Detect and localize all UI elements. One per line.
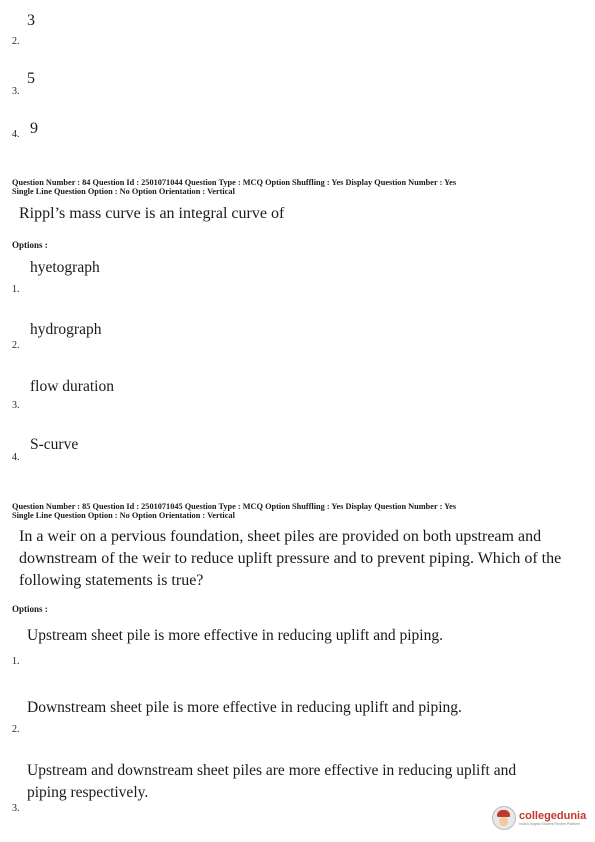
option-number: 3.	[12, 400, 20, 411]
option-number: 3.	[12, 86, 20, 97]
option-number: 3.	[12, 803, 20, 814]
option-value: 9	[30, 120, 38, 137]
collegedunia-logo	[492, 806, 586, 830]
question-stem: Rippl’s mass curve is an integral curve of	[19, 205, 285, 222]
option-text: flow duration	[30, 378, 114, 395]
option-number: 2.	[12, 724, 20, 735]
question-meta: Question Number : 85 Question Id : 2501071045 Question Type : MCQ Option Shuffling : Yes Display Question Number : Yes Single Line Question Option : No Option Orientation : Vertical	[12, 502, 457, 520]
logo-tagline: India's largest Student Review Platform	[519, 821, 580, 826]
option-text: hyetograph	[30, 259, 100, 276]
mascot-icon	[492, 806, 516, 830]
option-number: 4.	[12, 129, 20, 140]
options-label: Options :	[12, 240, 48, 250]
option-number: 1.	[12, 656, 20, 667]
option-text: Upstream and downstream sheet piles are more effective in reducing uplift and piping respectively.	[27, 762, 517, 801]
option-number: 4.	[12, 452, 20, 463]
option-text: hydrograph	[30, 321, 102, 338]
option-number: 2.	[12, 36, 20, 47]
options-label: Options :	[12, 604, 48, 614]
option-text: S-curve	[30, 436, 79, 453]
question-meta: Question Number : 84 Question Id : 2501071044 Question Type : MCQ Option Shuffling : Yes Display Question Number : Yes Single Line Question Option : No Option Orientation : Vertical	[12, 178, 457, 196]
option-text: Downstream sheet pile is more effective in reducing uplift and piping.	[27, 699, 462, 716]
logo-name: collegedunia	[519, 809, 587, 822]
question-stem: In a weir on a pervious foundation, sheet piles are provided on both upstream and downstream of the weir to reduce uplift pressure and to prevent piping. Which of the following statements is true?	[19, 528, 562, 589]
option-text: Upstream sheet pile is more effective in reducing uplift and piping.	[27, 627, 443, 644]
option-value: 5	[27, 70, 35, 87]
option-number: 1.	[12, 284, 20, 295]
option-value: 3	[27, 12, 35, 29]
option-number: 2.	[12, 340, 20, 351]
